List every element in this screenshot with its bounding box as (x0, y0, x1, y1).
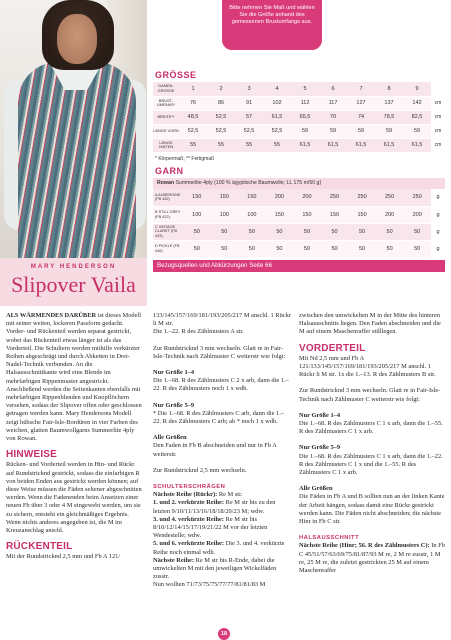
yarn-amount-cell: 50 (321, 240, 349, 257)
pattern-title: Slipover Vaila (11, 272, 136, 297)
size-cell: 86 (207, 96, 235, 110)
size-row (153, 124, 445, 138)
unit-cell: cm (431, 138, 445, 152)
size-column-header: 5 (291, 82, 319, 96)
yarn-amount-cell: 200 (293, 189, 321, 206)
yarn-color-label: A AUBERGINE (FB 432) (153, 189, 183, 206)
yarn-amount-cell: 250 (376, 189, 404, 206)
hints-heading: HINWEISE (6, 449, 58, 461)
back-chart-a: Die 1.–22. R des Zählmusters A str. (153, 328, 244, 336)
size-cell: 52,5 (207, 110, 235, 124)
yarn-amount-cell: 100 (211, 206, 239, 223)
size-cell: 82,5 (403, 110, 431, 124)
back-finish-text: zwischen den umwickelten M in der Mitte des hinteren Halsausschnitts liegen. Den Faden abschneiden und die M auf einem Maschenraffer stilllegen. (299, 312, 441, 336)
yarn-amount-cell: 150 (293, 206, 321, 223)
yarn-brand: Rowan (157, 180, 175, 186)
size-cell: 91 (235, 96, 263, 110)
yarn-amount-cell: 50 (376, 240, 404, 257)
yarn-row (153, 206, 445, 223)
front-all-sizes-text: Die Fäden in Fb A und B sollten nun an der linken Kante der Arbeit hängen, sodass damit eine Rückr gestrickt werden kann. Die Fäden nicht abschneiden; die nächste Hinr in Fb C str. (299, 493, 445, 526)
intro-lead: ALS WÄRMENDES DARÜBER (6, 312, 97, 319)
yarn-amount-cell: 50 (183, 240, 211, 257)
short-row-1-label: 1. und 2. verkürzte Reihe: (153, 499, 224, 507)
front-sizes-1-4-text: Die 1.–68. R des Zählmusters C 1 x arb, dann die 1.–55. R des Zählmusters C 1 x arb. (299, 420, 443, 436)
back-sizes-5-9 (153, 402, 291, 427)
size-row-label: LÄNGE HINTEN (153, 138, 179, 152)
size-cell: 55 (179, 138, 207, 152)
size-header-label: DAMEN-GRÖSSE (153, 82, 179, 96)
yarn-spec: Summerlite 4ply (100 % ägyptische Baumwolle; LL 175 m/50 g) (175, 180, 322, 186)
size-row (153, 138, 445, 152)
front-sizes-1-4-label: Nur Größe 1–4 (299, 411, 341, 419)
yarn-amount-cell: 150 (266, 206, 294, 223)
yarn-amount-cell: 50 (376, 223, 404, 240)
yarn-heading: GARN (155, 166, 184, 176)
yarn-amount-cell: 200 (376, 206, 404, 223)
yarn-amount-cell: 50 (348, 240, 376, 257)
yarn-amount-cell: 50 (321, 223, 349, 240)
photo-slipover (18, 62, 136, 258)
yarn-amount-cell: 50 (266, 223, 294, 240)
back-sizes-1-4 (153, 369, 291, 394)
yarn-amount-cell: 50 (211, 240, 239, 257)
sizes-5-9-label: Nur Größe 5–9 (153, 401, 195, 409)
size-row (153, 110, 445, 124)
front-sizes-5-9-text: Die 1.–68. R des Zählmusters C 1 x arb, dann die 1.–22. R des Zählmusters C 1 x und die 1.–55. R des Zählmusters C 1 x arb. (299, 452, 443, 477)
suppliers-link[interactable]: Bezugsquellen und Abkürzungen Seite 66 (153, 260, 445, 272)
size-cell: 65,5 (291, 110, 319, 124)
sizes-5-9-text: * Die 1.–68. R des Zählmusters C arb, dann die 1.–22. R des Zählmusters C arb; ab * noch 1 x wdh. (153, 409, 284, 426)
size-column-header: 6 (319, 82, 347, 96)
size-heading: GRÖSSE (155, 70, 197, 80)
back-all-sizes (153, 434, 291, 459)
size-cell: 59 (291, 124, 319, 138)
all-sizes-label: Alle Größen (153, 434, 187, 442)
unit-cell: cm (431, 96, 445, 110)
yarn-color-label: D PICKLE (FB 446) (153, 240, 183, 257)
unit-cell: g (431, 240, 445, 257)
yarn-amount-cell: 150 (211, 189, 239, 206)
size-cell: 61,5 (403, 138, 431, 152)
neckline-heading: HALSAUSSCHNITT (299, 535, 360, 542)
short-row-3-label: 3. und 4. verkürzte Reihe: (153, 515, 224, 523)
size-column-header: 2 (207, 82, 235, 96)
sizes-1-4-text: Die 1.–68. R des Zählmusters C 2 x arb, dann die 1.–22. R des Zählmusters noch 1 x wdh. (153, 377, 289, 393)
yarn-amount-cell: 50 (238, 223, 266, 240)
front-heading: VORDERTEIL (299, 342, 366, 354)
unit-cell: cm (431, 110, 445, 124)
yarn-row (153, 223, 445, 240)
front-all-sizes (299, 485, 445, 526)
size-cell: 52,5 (207, 124, 235, 138)
neckline-instructions (299, 542, 445, 575)
yarn-amount-cell: 150 (183, 189, 211, 206)
size-cell: 61,5 (375, 138, 403, 152)
yarn-color-label: C VINTAGE CLARET (FB 443) (153, 223, 183, 240)
size-column-header: 3 (235, 82, 263, 96)
size-cell: 112 (291, 96, 319, 110)
size-cell: 78,5 (375, 110, 403, 124)
size-column-header: 8 (375, 82, 403, 96)
back-cast-on (153, 312, 291, 337)
front-sizes-5-9 (299, 444, 445, 477)
next-row-label: Nächste Reihe (Rückr): (153, 491, 218, 499)
hints-text: Rücken- und Vorderteil werden in Hin- und Rückr auf Rundstricknd gestrickt, sodass die einfarbigen R von beiden Enden aus gestrickt werden können; auf diese Weise müssen die Fäden seltener abgeschnitten werden. Wenn die Fadenenden beim Ansetzen einer neuen Fb über 3 oder 4 M eingewebt werden, um sie zu sichern, entsteht ein gleichmäßiges Ergebnis. Wenn nichts anderes angegeben ist, die M im Kreuzanschlag anschl. (6, 461, 142, 535)
size-cell: 74 (347, 110, 375, 124)
yarn-amount-cell: 50 (403, 240, 431, 257)
size-table (153, 82, 445, 153)
short-row-5-text: Die 3. und 4. verkürzte Reihe noch einmal wdh. (153, 540, 285, 556)
size-cell: 57 (235, 110, 263, 124)
yarn-amount-cell: 50 (293, 240, 321, 257)
size-cell: 61,5 (291, 138, 319, 152)
text-column-2 (153, 312, 291, 590)
size-row-label: LÄNGE VORN (153, 124, 179, 138)
yarn-amount-cell: 150 (238, 189, 266, 206)
unit-cell (431, 82, 445, 96)
title-block (0, 258, 147, 306)
front-sizes-1-4 (299, 412, 445, 437)
back-needle-change: Zur Rundstricknd 2,5 mm wechseln. (153, 466, 247, 474)
size-cell: 59 (403, 124, 431, 138)
next-row-text: Re M str. (217, 491, 243, 499)
size-column-header: 7 (347, 82, 375, 96)
size-cell: 137 (375, 96, 403, 110)
size-cell: 142 (403, 96, 431, 110)
yarn-amount-cell: 150 (348, 206, 376, 223)
size-cell: 59 (375, 124, 403, 138)
yarn-amount-cell: 100 (183, 206, 211, 223)
size-cell: 127 (347, 96, 375, 110)
back-switch-needle: Zur Rundstricknd 3 mm wechseln. Glatt re in Fair-Isle-Technik nach Zählmuster C weiterstr wie folgt: (153, 344, 286, 360)
front-sizes-5-9-label: Nur Größe 5–9 (299, 444, 341, 452)
unit-cell: g (431, 206, 445, 223)
shoulder-heading: SCHULTERSCHRÄGEN (153, 484, 226, 491)
size-cell: 61,5 (319, 138, 347, 152)
size-row-label: BREITE** (153, 110, 179, 124)
size-cell: 52,5 (179, 124, 207, 138)
yarn-amount-cell: 200 (266, 189, 294, 206)
size-cell: 52,5 (235, 124, 263, 138)
size-row (153, 96, 445, 110)
yarn-color-label: B STILL GREY (FB 422) (153, 206, 183, 223)
size-cell: 48,5 (179, 110, 207, 124)
intro-text: ist dieses Modell mit seiner weiten, lockeren Passform gedacht. Vorder- und Rückenteil werden separat gestrickt, wobei das Rückenteil etwas länger ist als das Vorderteil. Die Schultern werden mithilfe verkürzter Reihen abgeschrägt und durch Abketten in Drei-Nadel-Technik verbunden. An die Halsausschnittkante wird eine Blende im mehrfarbigen Rippenmuster angestrickt. Anschließend werden die Seitenkanten ebenfalls mit mehrfarbigen Rippenblenden und Knopflöchern versehen, sodass der Slipover offen oder geschlossen getragen werden kann. Mary Hendersons Modell zeigt hübsche Fair-Isle-Bordüren in vier Farben des weichen, glatten Baumwollgarns Summerlite 4ply von Rowan. (6, 312, 142, 443)
yarn-amount-cell: 150 (321, 206, 349, 223)
yarn-amount-cell: 250 (321, 189, 349, 206)
size-cell: 55 (263, 138, 291, 152)
yarn-amount-cell: 250 (348, 189, 376, 206)
yarn-amount-cell: 50 (348, 223, 376, 240)
size-cell: 61,5 (263, 110, 291, 124)
unit-cell: cm (431, 124, 445, 138)
designer-name: MARY HENDERSON (30, 264, 117, 270)
neckline-row-text: In Fb C 45/51/57/63/69/75/81/87/93 M re, 2 M re zusstr, 1 M re, 25 M re, die zuletzt gestrickten 25 M auf einem Maschenraffer (299, 542, 445, 575)
next-row-2-text: Re M str bis R-Ende, dabei die umwickelten M mit den jeweiligen Wickelfäden zusstr. (153, 556, 277, 581)
front-cast-on: Mit Nd 2,5 mm und Fb A 121/133/145/157/169/181/193/205/217 M anschl. 1 Rückr li M str. 1x die 1.–13. R des Zählmusters B str. (299, 354, 436, 379)
back-text: Mit der Rundstricknd 2,5 mm und Fb A 121/ (6, 553, 121, 561)
short-row-1-text: Re M str bis zu den letzten 9/10/11/13/16/18/18/20/23 M; wdw. (153, 499, 276, 515)
yarn-amount-cell: 50 (266, 240, 294, 257)
yarn-amount-cell: 50 (211, 223, 239, 240)
size-cell: 61,5 (347, 138, 375, 152)
yarn-amount-cell: 200 (403, 206, 431, 223)
size-cell: 117 (319, 96, 347, 110)
shoulder-instructions (153, 491, 291, 589)
size-column-header: 9 (403, 82, 431, 96)
size-cell: 59 (319, 124, 347, 138)
size-cell: 55 (235, 138, 263, 152)
all-sizes-text: Den Faden in Fb B abschneiden und nur in Fb A weiterstr. (153, 442, 277, 458)
yarn-amount-cell: 100 (238, 206, 266, 223)
page-number: 18 (218, 628, 230, 640)
size-cell: 55 (207, 138, 235, 152)
yarn-amount-cell: 50 (183, 223, 211, 240)
yarn-description (153, 178, 445, 189)
text-column-3 (299, 312, 445, 575)
yarn-row (153, 240, 445, 257)
back-heading: RÜCKENTEIL (6, 541, 73, 553)
size-cell: 102 (263, 96, 291, 110)
short-row-3-text: Re M str bis 8/10/12/14/15/17/19/21/22 M vor der letzten Wendestelle; wdw. (153, 515, 268, 540)
front-switch-needle: Zur Rundstricknd 3 mm wechseln. Glatt re in Fair-Isle-Technik nach Zählmuster C weiterstr wie folgt: (299, 387, 441, 403)
yarn-row (153, 189, 445, 206)
unit-cell: g (431, 223, 445, 240)
size-column-header: 1 (179, 82, 207, 96)
yarn-amount-cell: 50 (238, 240, 266, 257)
size-cell: 70 (319, 110, 347, 124)
size-column-header: 4 (263, 82, 291, 96)
back-cast-on-text: 133/145/157/169/181/193/205/217 M anschl. 1 Rückr li M str. (153, 312, 291, 328)
model-photo (0, 0, 147, 258)
size-footnote: * Körpermaß; ** Fertigmaß (155, 156, 215, 162)
size-header-row (153, 82, 445, 96)
stitch-count-text: Nun wollten 71/73/75/75/77/77/81/81/83 M (153, 581, 266, 589)
intro-paragraph (6, 312, 144, 443)
next-row-2-label: Nächste Reihe: (153, 556, 194, 564)
yarn-amount-cell: 50 (403, 223, 431, 240)
unit-cell: g (431, 189, 445, 206)
sizes-1-4-label: Nur Größe 1–4 (153, 369, 195, 377)
size-cell: 59 (347, 124, 375, 138)
front-all-sizes-label: Alle Größen (299, 485, 333, 493)
short-row-5-label: 5. und 6. verkürzte Reihe: (153, 540, 224, 548)
photo-face (57, 14, 97, 64)
neckline-row-label: Nächste Reihe (Hinr; 56. R des Zählmusters C): (299, 542, 430, 550)
measurement-note: Bitte nehmen Sie Maß und wählen Sie die Größe anhand des gemessenen Brustumfangs aus. (222, 0, 322, 50)
yarn-amount-cell: 250 (403, 189, 431, 206)
yarn-table (153, 189, 445, 258)
yarn-amount-cell: 50 (293, 223, 321, 240)
text-column-1 (6, 312, 144, 570)
size-cell: 52,5 (263, 124, 291, 138)
size-cell: 76 (179, 96, 207, 110)
size-row-label: BRUST-UMFANG* (153, 96, 179, 110)
